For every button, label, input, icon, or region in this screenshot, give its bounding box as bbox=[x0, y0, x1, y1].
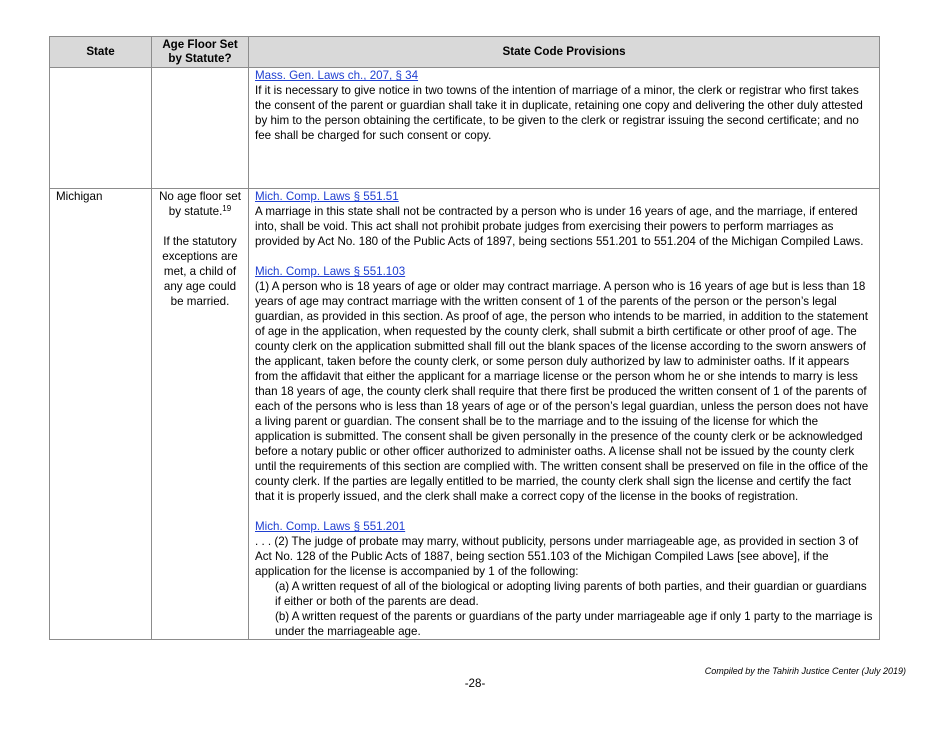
footnote-ref: 19 bbox=[222, 204, 232, 213]
provision-subsection-a: (a) A written request of all of the biological or adopting living parents of both parties, and their guardian or guardians if either or both of the parents are dead. bbox=[275, 580, 867, 608]
provision-subsection-b: (b) A written request of the parents or guardians of the party under marriageable age if only 1 party to the marriage is under the marriageable age. bbox=[275, 610, 873, 638]
table-header-row bbox=[50, 37, 880, 68]
header-state: State bbox=[50, 37, 152, 68]
provision-text: . . . (2) The judge of probate may marry, without publicity, persons under marriageable age, as provided in section 3 of Act No. 128 of the Public Acts of 1887, being section 551.103 of the Michigan Compiled Laws [see above], if the application for the license is accompanied by 1 of the following: bbox=[255, 535, 859, 578]
age-floor-cell bbox=[152, 68, 249, 189]
state-cell bbox=[50, 68, 152, 189]
header-age-floor: Age Floor Set by Statute? bbox=[152, 37, 249, 68]
table-row bbox=[50, 68, 880, 189]
footer-credit: Compiled by the Tahirih Justice Center (July 2019) bbox=[704, 666, 906, 676]
state-cell: Michigan bbox=[50, 189, 152, 640]
provisions-cell bbox=[249, 189, 880, 640]
age-floor-text: No age floor set by statute.$^{19}$ bbox=[159, 190, 241, 218]
citation-link-mich-551-51[interactable]: Mich. Comp. Laws § 551.51 bbox=[255, 190, 399, 203]
citation-link-mass-207-34[interactable]: Mass. Gen. Laws ch., 207, § 34 bbox=[255, 69, 419, 82]
age-floor-cell bbox=[152, 189, 249, 640]
statutes-table bbox=[49, 36, 880, 640]
provision-text: (1) A person who is 18 years of age or older may contract marriage. A person who is 16 years of age but is less than 18 years of age may contract marriage with the written consent of 1 of the parents of the person or the person’s legal guardian, as provided in this section. As proof of age, the person who intends to be married, in addition to the statement of age in the application, when requested by the county clerk, shall submit a birth certificate or other proof of age. The county clerk on the application submitted shall fill out the blank spaces of the license according to the sworn answers of the applicant, taken before the county clerk, or some person duly authorized by law to administer oaths. If it appears from the affidavit that either the applicant for a marriage license or the person whom he or she intends to marry is less than 18 years of age, the county clerk shall require that there first be produced the written consent of 1 of the parents of each of the persons who is less than 18 years of age or of the person’s legal guardian, unless the person does not have a living parent or guardian. The consent shall be to the marriage and to the issuing of the license for which the application is submitted. The consent shall be given personally in the presence of the county clerk or be acknowledged before a notary public or other officer authorized to administer oaths. A license shall not be issued by the county clerk until the requirements of this section are complied with. The written consent shall be preserved on file in the office of the county clerk. If the parties are legally entitled to be married, the county clerk shall sign the license and certify the fact that it is properly issued, and the clerk shall make a correct copy of the license in the books of registration. bbox=[255, 280, 869, 503]
provision-text: A marriage in this state shall not be contracted by a person who is under 16 years of age, and the marriage, if entered into, shall be void. This act shall not prohibit probate judges from exercising their powers to perform marriages as provided by Act No. 180 of the Public Acts of 1897, being sections 551.201 to 551.204 of the Michigan Compiled Laws. bbox=[255, 205, 864, 248]
citation-link-mich-551-103[interactable]: Mich. Comp. Laws § 551.103 bbox=[255, 265, 406, 278]
provision-text: If it is necessary to give notice in two towns of the intention of marriage of a minor, the clerk or registrar who first takes the consent of the parent or guardian shall take it in duplicate, retaining one copy and delivering the other duly attested by him to the person obtaining the certificate, to be given to the clerk or registrar issuing the second certificate; and no fee shall be charged for such consent or copy. bbox=[255, 84, 863, 142]
table-row bbox=[50, 189, 880, 640]
page-number: -28- bbox=[464, 677, 486, 690]
citation-link-mich-551-201[interactable]: Mich. Comp. Laws § 551.201 bbox=[255, 520, 406, 533]
header-provisions: State Code Provisions bbox=[249, 37, 880, 68]
age-floor-exception-text: If the statutory exceptions are met, a child of any age could be married. bbox=[162, 235, 238, 308]
provisions-cell bbox=[249, 68, 880, 189]
